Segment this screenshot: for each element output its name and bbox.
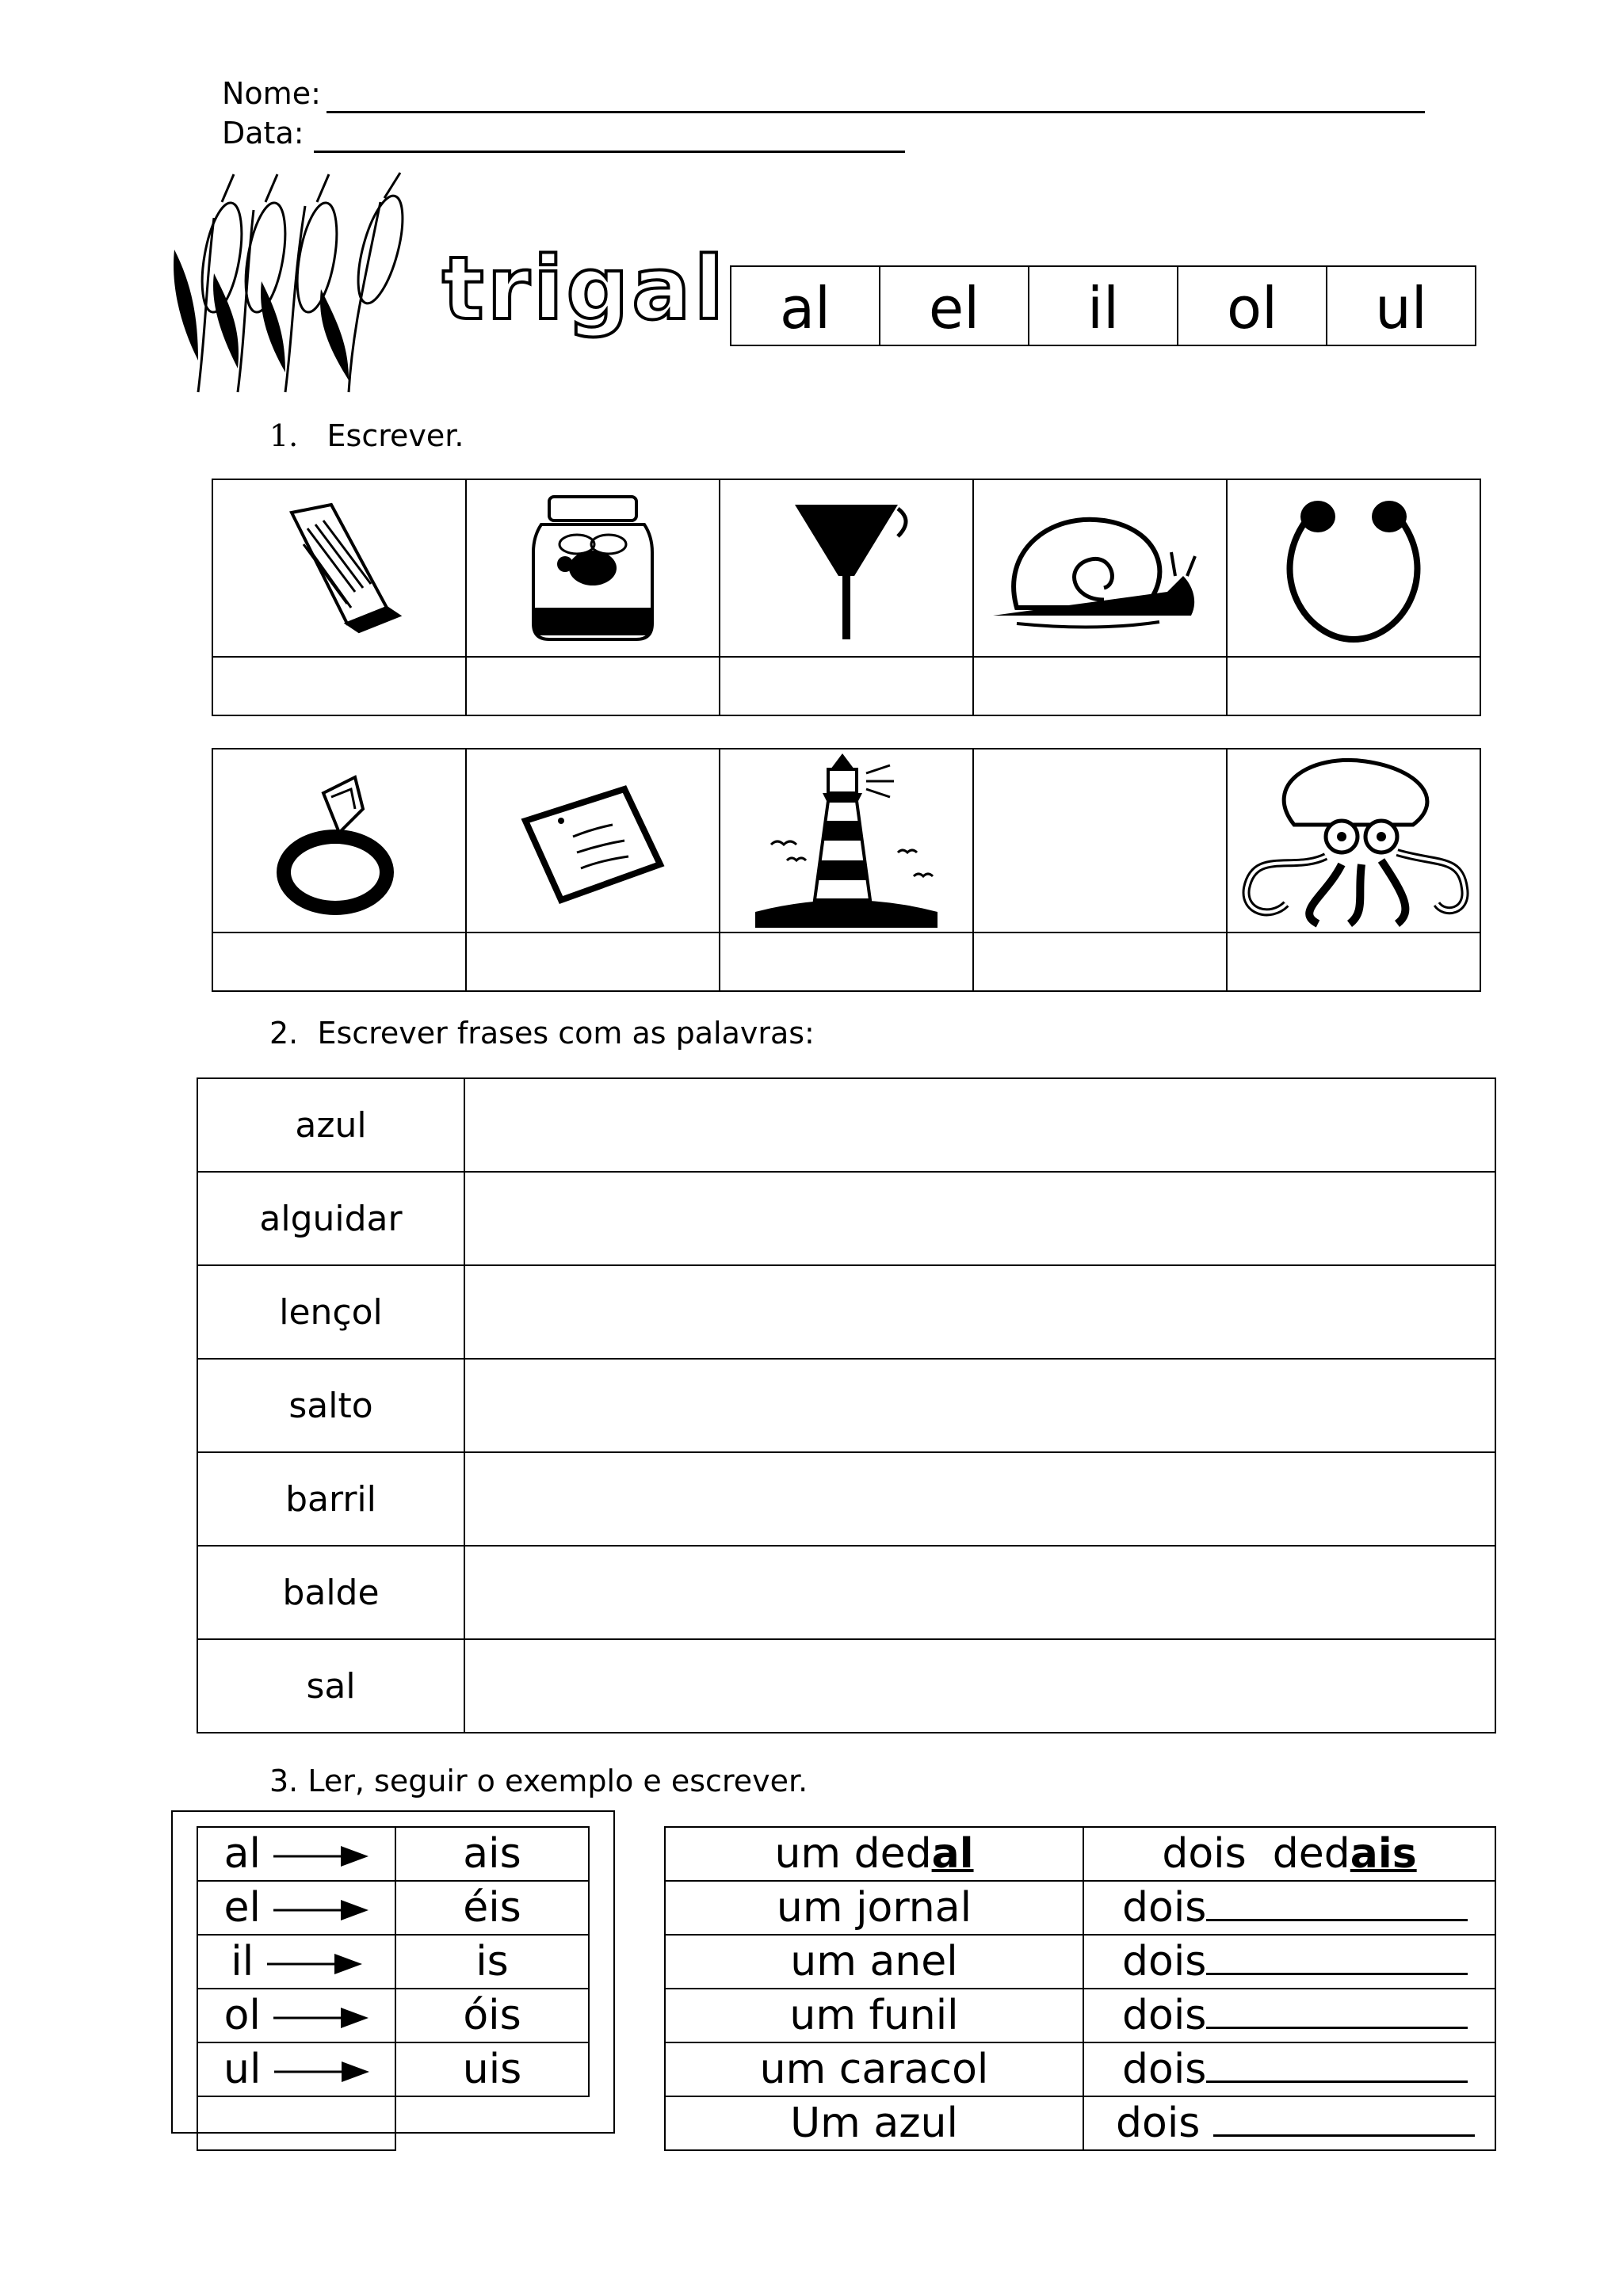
conversion-from: il	[197, 1935, 395, 1989]
word-cell: balde	[197, 1546, 464, 1639]
sentence-field[interactable]	[464, 1546, 1495, 1639]
answer-cell[interactable]	[1227, 933, 1480, 991]
answer-cell[interactable]	[720, 657, 973, 715]
date-label: Data:	[222, 116, 304, 151]
word-cell: sal	[197, 1639, 464, 1733]
singular-word: Um azul	[665, 2096, 1083, 2150]
picture-cell	[212, 749, 466, 933]
picture-cell	[973, 479, 1227, 657]
syllable-ol: ol	[1178, 266, 1327, 345]
answer-cell[interactable]	[973, 657, 1227, 715]
date-field[interactable]	[314, 122, 905, 153]
conversion-from: ul	[197, 2042, 395, 2096]
conversion-empty	[395, 2096, 589, 2150]
conversion-table	[197, 1826, 590, 2151]
picture-table-2	[212, 748, 1481, 992]
arrow-icon	[267, 1952, 362, 1976]
picture-cell	[466, 749, 720, 933]
answer-cell[interactable]	[720, 933, 973, 991]
arrow-icon	[273, 1844, 369, 1868]
conversion-to: is	[395, 1935, 589, 1989]
title-word: trigal	[442, 238, 727, 339]
word-cell: barril	[197, 1452, 464, 1546]
ring-icon	[268, 761, 411, 920]
answer-cell[interactable]	[466, 657, 720, 715]
word-cell: salto	[197, 1359, 464, 1452]
snail-icon	[985, 505, 1215, 631]
syllable-ul: ul	[1327, 266, 1476, 345]
answer-cell[interactable]	[1227, 657, 1480, 715]
sentence-field[interactable]	[464, 1172, 1495, 1265]
syllable-il: il	[1029, 266, 1178, 345]
word-cell: lençol	[197, 1265, 464, 1359]
picture-cell	[466, 479, 720, 657]
conversion-to: éis	[395, 1881, 589, 1935]
octopus-icon	[1231, 753, 1476, 928]
exercise-1-heading: 1. Escrever.	[269, 418, 464, 453]
word-cell: alguidar	[197, 1172, 464, 1265]
plural-table	[664, 1826, 1496, 2151]
wheat-icon	[166, 170, 444, 396]
sentence-field[interactable]	[464, 1078, 1495, 1172]
answer-cell[interactable]	[973, 933, 1227, 991]
plural-answer[interactable]: dois	[1083, 1935, 1495, 1989]
sentence-table	[197, 1077, 1496, 1733]
jar-with-bee-icon	[517, 489, 668, 647]
answer-cell[interactable]	[212, 933, 466, 991]
conversion-from: al	[197, 1827, 395, 1881]
picture-cell	[1227, 749, 1480, 933]
sentence-field[interactable]	[464, 1265, 1495, 1359]
conversion-to: uis	[395, 2042, 589, 2096]
example-singular: um dedal	[665, 1827, 1083, 1881]
newspaper-icon	[268, 497, 411, 639]
word-cell: azul	[197, 1078, 464, 1172]
example-plural: dois dedais	[1083, 1827, 1495, 1881]
sentence-field[interactable]	[464, 1452, 1495, 1546]
name-label: Nome:	[222, 76, 321, 111]
plural-answer[interactable]: dois	[1083, 1989, 1495, 2042]
lighthouse-icon	[739, 749, 953, 932]
funnel-icon	[779, 489, 914, 647]
singular-word: um anel	[665, 1935, 1083, 1989]
picture-cell	[720, 749, 973, 933]
picture-cell	[1227, 479, 1480, 657]
picture-cell	[720, 479, 973, 657]
exercise-2-heading: 2. Escrever frases com as palavras:	[269, 1016, 815, 1051]
plural-answer[interactable]: dois	[1083, 1881, 1495, 1935]
arrow-icon	[274, 2060, 369, 2084]
syllable-al: al	[731, 266, 880, 345]
name-field[interactable]	[327, 82, 1425, 113]
exercise-3-heading: 3. Ler, seguir o exemplo e escrever.	[269, 1764, 808, 1798]
singular-word: um caracol	[665, 2042, 1083, 2096]
arrow-icon	[273, 2006, 369, 2030]
paper-sheet-icon	[514, 761, 672, 920]
picture-cell-empty	[973, 749, 1227, 933]
conversion-to: ais	[395, 1827, 589, 1881]
conversion-from: el	[197, 1881, 395, 1935]
answer-cell[interactable]	[212, 657, 466, 715]
singular-word: um jornal	[665, 1881, 1083, 1935]
plural-answer[interactable]: dois	[1083, 2096, 1495, 2150]
sentence-field[interactable]	[464, 1359, 1495, 1452]
singular-word: um funil	[665, 1989, 1083, 2042]
plural-answer[interactable]: dois	[1083, 2042, 1495, 2096]
syllable-table	[730, 265, 1476, 346]
picture-cell	[212, 479, 466, 657]
syllable-el: el	[880, 266, 1029, 345]
conversion-to: óis	[395, 1989, 589, 2042]
picture-table-1	[212, 479, 1481, 716]
earmuffs-icon	[1274, 489, 1433, 647]
answer-cell[interactable]	[466, 933, 720, 991]
arrow-icon	[273, 1898, 369, 1922]
conversion-empty	[197, 2096, 395, 2150]
conversion-from: ol	[197, 1989, 395, 2042]
sentence-field[interactable]	[464, 1639, 1495, 1733]
